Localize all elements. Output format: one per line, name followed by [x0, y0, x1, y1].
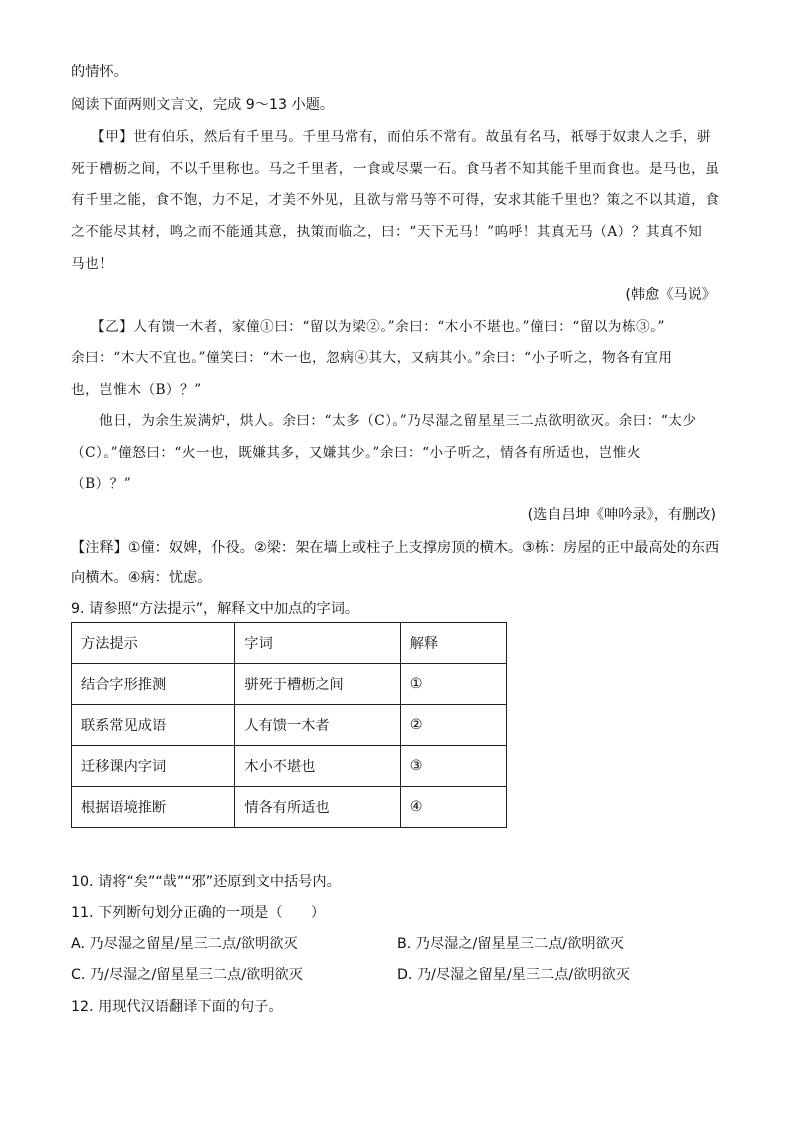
- table-row: [72, 705, 507, 746]
- table-cell-answer: ①: [400, 664, 506, 705]
- passage-yi-line: 他日，为余生炭满炉，烘人。余曰：“太多（C）。”乃尽湿之留星星三二点欲明欲灭。余曰：“太少: [99, 413, 697, 429]
- table-cell-method: 根据语境推断: [72, 787, 235, 828]
- passage-jia-line: 之不能尽其材，鸣之而不能通其意，执策而临之，曰：“天下无马！”呜呼！其真无马（A）？其真不知: [71, 224, 703, 240]
- intro-line-0: 的情怀。: [71, 64, 128, 80]
- table-cell-word: 情各有所适也: [235, 787, 400, 828]
- table-cell-answer: ③: [400, 746, 506, 787]
- question-10-prompt: 10. 请将“矣”“哉”“邪”还原到文中括号内。: [71, 874, 341, 890]
- table-cell-answer: ②: [400, 705, 506, 746]
- passage-jia-label: 【甲】: [91, 129, 134, 145]
- table-header-cell: 字词: [235, 623, 400, 664]
- table-row: [72, 664, 507, 705]
- passage-yi-line: （C）。”僮怒曰：“火一也，既嫌其多，又嫌其少。”余曰：“小子听之，情各有所适也，岂惟火: [71, 445, 641, 461]
- passage-yi-label: 【乙】: [91, 319, 134, 335]
- table-cell-method: 迁移课内字词: [72, 746, 235, 787]
- table-header-row: [72, 623, 507, 664]
- table-cell-word: 人有馈一木者: [235, 705, 400, 746]
- annotation-line: 向横木。④病：忧虑。: [71, 570, 212, 586]
- passage-jia-line: 马也！: [71, 256, 114, 272]
- passage-jia-line: 【甲】世有伯乐，然后有千里马。千里马常有，而伯乐不常有。故虽有名马，祇辱于奴隶人之手，骈: [91, 129, 712, 145]
- passage-yi-line: （B）？”: [71, 476, 132, 492]
- table-cell-word: 骈死于槽枥之间: [235, 664, 400, 705]
- passage-yi-line: 也，岂惟木（B）？”: [71, 382, 202, 398]
- annotation-line: 【注释】①僮：奴婢，仆役。②梁：架在墙上或柱子上支撑房顶的横木。③栋：房屋的正中最高处的东西: [71, 540, 720, 556]
- table-cell-word: 木小不堪也: [235, 746, 400, 787]
- table-row: [72, 787, 507, 828]
- passage-jia-line: 有千里之能，食不饱，力不足，才美不外见，且欲与常马等不可得，安求其能千里也？策之不以其道，食: [71, 192, 720, 208]
- passage-jia-line: 死于槽枥之间，不以千里称也。马之千里者，一食或尽粟一石。食马者不知其能千里而食也。是马也，虽: [71, 161, 720, 177]
- table-cell-method: 结合字形推测: [72, 664, 235, 705]
- method-table: [71, 622, 507, 828]
- table-cell-answer: ④: [400, 787, 506, 828]
- passage-yi-source: (选自吕坤《呻吟录》，有删改): [527, 507, 716, 523]
- option-a[interactable]: A. 乃尽湿之留星/星三二点/欲明欲灭: [71, 936, 298, 952]
- table-row: [72, 746, 507, 787]
- table-header-cell: 解释: [400, 623, 506, 664]
- question-11-prompt: 11. 下列断句划分正确的一项是（ ）: [71, 905, 326, 921]
- question-9-prompt: 9. 请参照“方法提示”，解释文中加点的字词。: [71, 601, 360, 617]
- passage-yi-line: 余曰：“木大不宜也。”僮笑曰：“木一也，忽病④其大，又病其小。”余曰：“小子听之，物各有宜用: [71, 350, 673, 366]
- passage-jia-source: (韩愈《马说》: [625, 287, 716, 303]
- option-c[interactable]: C. 乃/尽湿之/留星星三二点/欲明欲灭: [71, 967, 303, 983]
- table-header-cell: 方法提示: [72, 623, 235, 664]
- table-cell-method: 联系常见成语: [72, 705, 235, 746]
- intro-instruction: 阅读下面两则文言文，完成 9～13 小题。: [71, 97, 335, 113]
- passage-yi-line: 【乙】人有馈一木者，家僮①曰：“留以为梁②。”余曰：“木小不堪也。”僮曰：“留以为栋③。”: [91, 319, 665, 335]
- option-d[interactable]: D. 乃/尽湿之留星/星三二点/欲明欲灭: [397, 967, 630, 983]
- option-b[interactable]: B. 乃尽湿之/留星星三二点/欲明欲灭: [397, 936, 624, 952]
- question-12-prompt: 12. 用现代汉语翻译下面的句子。: [71, 999, 283, 1015]
